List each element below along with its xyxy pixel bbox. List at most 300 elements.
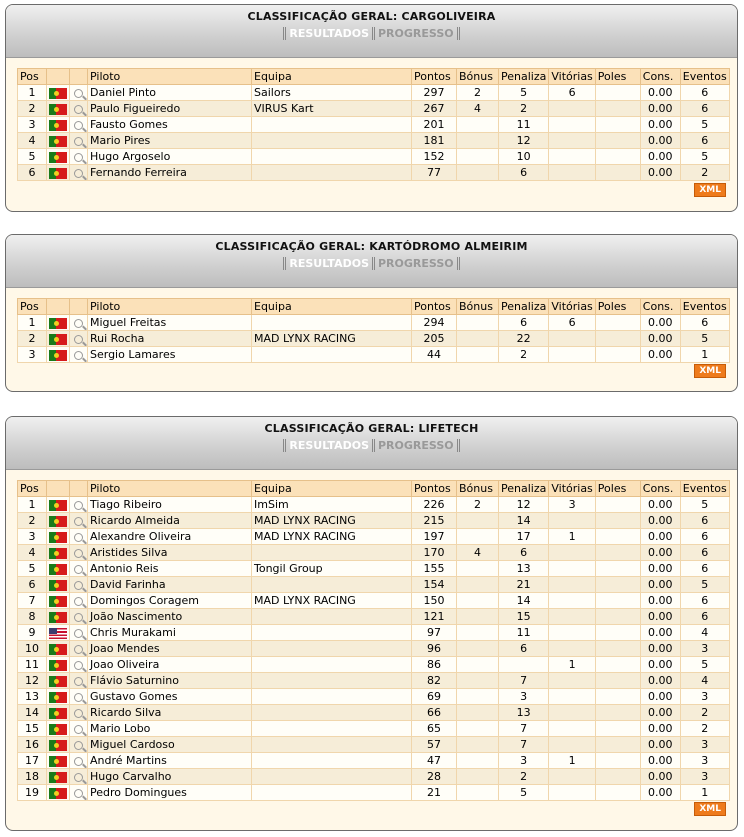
- team-name: [252, 609, 412, 625]
- column-header[interactable]: Pontos: [412, 69, 457, 85]
- table-row[interactable]: [18, 737, 730, 753]
- flag-cell: [47, 657, 70, 673]
- table-row[interactable]: [18, 117, 730, 133]
- column-header[interactable]: Poles: [595, 481, 640, 497]
- column-header[interactable]: Piloto: [88, 69, 252, 85]
- panel-title: CLASSIFICAÇÃO GERAL: LIFETECH: [264, 422, 479, 435]
- points-cell: 215: [412, 513, 457, 529]
- details-cell[interactable]: [70, 641, 88, 657]
- table-row[interactable]: [18, 149, 730, 165]
- driver-name[interactable]: Rui Rocha: [88, 331, 252, 347]
- flag-cell: [47, 149, 70, 165]
- bonus-cell: [457, 331, 499, 347]
- cons-cell: 0.00: [640, 561, 680, 577]
- column-header[interactable]: Penaliza: [499, 299, 549, 315]
- bonus-cell: 2: [457, 497, 499, 513]
- details-cell[interactable]: [70, 625, 88, 641]
- standings-table: [17, 298, 730, 363]
- cons-cell: 0.00: [640, 149, 680, 165]
- team-name: Tongil Group: [252, 561, 412, 577]
- magnifier-icon[interactable]: [74, 153, 83, 162]
- details-cell[interactable]: [70, 609, 88, 625]
- pos-cell: 2: [18, 101, 47, 117]
- penalty-cell: 7: [499, 673, 549, 689]
- magnifier-icon[interactable]: [74, 645, 83, 654]
- events-cell: 1: [680, 347, 729, 363]
- details-cell[interactable]: [70, 165, 88, 181]
- table-row[interactable]: [18, 85, 730, 101]
- column-header[interactable]: Penaliza: [499, 481, 549, 497]
- portugal-flag-icon: [49, 724, 67, 735]
- portugal-flag-icon: [49, 644, 67, 655]
- portugal-flag-icon: [49, 152, 67, 163]
- magnifier-icon[interactable]: [74, 517, 83, 526]
- driver-name[interactable]: Fausto Gomes: [88, 117, 252, 133]
- pos-cell: 4: [18, 133, 47, 149]
- table-row[interactable]: [18, 753, 730, 769]
- penalty-cell: 6: [499, 545, 549, 561]
- panel-header: [6, 235, 737, 288]
- column-header[interactable]: Cons.: [640, 299, 680, 315]
- portugal-flag-icon: [49, 136, 67, 147]
- team-name: [252, 315, 412, 331]
- flag-cell: [47, 315, 70, 331]
- tab-progress[interactable]: PROGRESSO: [375, 257, 460, 270]
- magnifier-icon[interactable]: [74, 613, 83, 622]
- bonus-cell: [457, 165, 499, 181]
- pos-cell: 6: [18, 165, 47, 181]
- table-row[interactable]: [18, 315, 730, 331]
- column-header[interactable]: [47, 69, 70, 85]
- cons-cell: 0.00: [640, 577, 680, 593]
- poles-cell: [595, 513, 640, 529]
- table-row[interactable]: [18, 641, 730, 657]
- bonus-cell: [457, 753, 499, 769]
- xml-export-button[interactable]: XML: [694, 802, 726, 816]
- table-row[interactable]: [18, 347, 730, 363]
- team-name: [252, 673, 412, 689]
- column-header[interactable]: Penaliza: [499, 69, 549, 85]
- tab-results[interactable]: RESULTADOS: [283, 439, 375, 452]
- driver-name[interactable]: Tiago Ribeiro: [88, 497, 252, 513]
- portugal-flag-icon: [49, 564, 67, 575]
- driver-name[interactable]: Alexandre Oliveira: [88, 529, 252, 545]
- driver-name[interactable]: Miguel Cardoso: [88, 737, 252, 753]
- points-cell: 96: [412, 641, 457, 657]
- xml-export-button[interactable]: XML: [694, 183, 726, 197]
- points-cell: 77: [412, 165, 457, 181]
- table-row[interactable]: [18, 785, 730, 801]
- wins-cell: 1: [549, 657, 595, 673]
- table-row[interactable]: [18, 593, 730, 609]
- pos-cell: 1: [18, 497, 47, 513]
- details-cell[interactable]: [70, 347, 88, 363]
- driver-name[interactable]: Ricardo Almeida: [88, 513, 252, 529]
- events-cell: 1: [680, 785, 729, 801]
- magnifier-icon[interactable]: [74, 709, 83, 718]
- poles-cell: [595, 689, 640, 705]
- bonus-cell: [457, 657, 499, 673]
- tab-progress[interactable]: PROGRESSO: [375, 27, 460, 40]
- poles-cell: [595, 785, 640, 801]
- penalty-cell: 13: [499, 705, 549, 721]
- driver-name[interactable]: Mario Pires: [88, 133, 252, 149]
- points-cell: 155: [412, 561, 457, 577]
- flag-cell: [47, 577, 70, 593]
- driver-name[interactable]: Ricardo Silva: [88, 705, 252, 721]
- magnifier-icon[interactable]: [74, 741, 83, 750]
- column-header[interactable]: Equipa: [252, 481, 412, 497]
- column-header[interactable]: Pos: [18, 299, 47, 315]
- details-cell[interactable]: [70, 705, 88, 721]
- points-cell: 294: [412, 315, 457, 331]
- driver-name[interactable]: Joao Mendes: [88, 641, 252, 657]
- magnifier-icon[interactable]: [74, 629, 83, 638]
- points-cell: 150: [412, 593, 457, 609]
- team-name: [252, 689, 412, 705]
- team-name: ImSim: [252, 497, 412, 513]
- magnifier-icon[interactable]: [74, 501, 83, 510]
- pos-cell: 14: [18, 705, 47, 721]
- poles-cell: [595, 657, 640, 673]
- team-name: VIRUS Kart: [252, 101, 412, 117]
- poles-cell: [595, 769, 640, 785]
- portugal-flag-icon: [49, 756, 67, 767]
- details-cell[interactable]: [70, 721, 88, 737]
- driver-name[interactable]: Chris Murakami: [88, 625, 252, 641]
- poles-cell: [595, 101, 640, 117]
- details-cell[interactable]: [70, 785, 88, 801]
- details-cell[interactable]: [70, 673, 88, 689]
- details-cell[interactable]: [70, 577, 88, 593]
- table-row[interactable]: [18, 529, 730, 545]
- bonus-cell: [457, 785, 499, 801]
- driver-name[interactable]: Sergio Lamares: [88, 347, 252, 363]
- team-name: [252, 625, 412, 641]
- magnifier-icon[interactable]: [74, 549, 83, 558]
- magnifier-icon[interactable]: [74, 319, 83, 328]
- details-cell[interactable]: [70, 753, 88, 769]
- column-header[interactable]: Cons.: [640, 69, 680, 85]
- penalty-cell: 2: [499, 769, 549, 785]
- column-header[interactable]: Pos: [18, 481, 47, 497]
- column-header[interactable]: [70, 69, 88, 85]
- points-cell: 121: [412, 609, 457, 625]
- table-row[interactable]: [18, 673, 730, 689]
- driver-name[interactable]: Flávio Saturnino: [88, 673, 252, 689]
- details-cell[interactable]: [70, 133, 88, 149]
- panel-header: [6, 5, 737, 58]
- table-row[interactable]: [18, 513, 730, 529]
- details-cell[interactable]: [70, 117, 88, 133]
- penalty-cell: 14: [499, 513, 549, 529]
- column-header[interactable]: Vitórias: [549, 481, 595, 497]
- standings-panel-almeirim: [5, 234, 738, 392]
- pos-cell: 9: [18, 625, 47, 641]
- driver-name[interactable]: Domingos Coragem: [88, 593, 252, 609]
- events-cell: 6: [680, 529, 729, 545]
- pos-cell: 2: [18, 513, 47, 529]
- table-row[interactable]: [18, 657, 730, 673]
- column-header[interactable]: [70, 481, 88, 497]
- team-name: Sailors: [252, 85, 412, 101]
- details-cell[interactable]: [70, 315, 88, 331]
- flag-cell: [47, 641, 70, 657]
- wins-cell: [549, 769, 595, 785]
- driver-name[interactable]: Pedro Domingues: [88, 785, 252, 801]
- magnifier-icon[interactable]: [74, 725, 83, 734]
- column-header[interactable]: Cons.: [640, 481, 680, 497]
- magnifier-icon[interactable]: [74, 661, 83, 670]
- cons-cell: 0.00: [640, 705, 680, 721]
- details-cell[interactable]: [70, 561, 88, 577]
- events-cell: 6: [680, 133, 729, 149]
- cons-cell: 0.00: [640, 545, 680, 561]
- flag-cell: [47, 625, 70, 641]
- wins-cell: 6: [549, 315, 595, 331]
- magnifier-icon[interactable]: [74, 757, 83, 766]
- team-name: [252, 769, 412, 785]
- portugal-flag-icon: [49, 612, 67, 623]
- wins-cell: [549, 165, 595, 181]
- magnifier-icon[interactable]: [74, 597, 83, 606]
- cons-cell: 0.00: [640, 117, 680, 133]
- poles-cell: [595, 331, 640, 347]
- bonus-cell: [457, 673, 499, 689]
- column-header[interactable]: Eventos: [680, 481, 729, 497]
- table-row[interactable]: [18, 101, 730, 117]
- cons-cell: 0.00: [640, 133, 680, 149]
- wins-cell: [549, 593, 595, 609]
- penalty-cell: [499, 657, 549, 673]
- panel-header: [6, 417, 737, 470]
- driver-name[interactable]: André Martins: [88, 753, 252, 769]
- penalty-cell: 14: [499, 593, 549, 609]
- bonus-cell: 4: [457, 545, 499, 561]
- magnifier-icon[interactable]: [74, 565, 83, 574]
- table-row[interactable]: [18, 545, 730, 561]
- cons-cell: 0.00: [640, 315, 680, 331]
- team-name: [252, 753, 412, 769]
- tab-results[interactable]: RESULTADOS: [283, 257, 375, 270]
- details-cell[interactable]: [70, 545, 88, 561]
- events-cell: 2: [680, 165, 729, 181]
- column-header[interactable]: Equipa: [252, 69, 412, 85]
- table-row[interactable]: [18, 769, 730, 785]
- flag-cell: [47, 609, 70, 625]
- magnifier-icon[interactable]: [74, 105, 83, 114]
- cons-cell: 0.00: [640, 609, 680, 625]
- cons-cell: 0.00: [640, 529, 680, 545]
- driver-name[interactable]: Miguel Freitas: [88, 315, 252, 331]
- driver-name[interactable]: David Farinha: [88, 577, 252, 593]
- tab-results[interactable]: RESULTADOS: [283, 27, 375, 40]
- pos-cell: 7: [18, 593, 47, 609]
- events-cell: 3: [680, 769, 729, 785]
- details-cell[interactable]: [70, 513, 88, 529]
- driver-name[interactable]: Fernando Ferreira: [88, 165, 252, 181]
- bonus-cell: [457, 117, 499, 133]
- details-cell[interactable]: [70, 529, 88, 545]
- magnifier-icon[interactable]: [74, 789, 83, 798]
- details-cell[interactable]: [70, 331, 88, 347]
- magnifier-icon[interactable]: [74, 533, 83, 542]
- column-header[interactable]: [70, 299, 88, 315]
- magnifier-icon[interactable]: [74, 351, 83, 360]
- column-header[interactable]: Eventos: [680, 69, 729, 85]
- column-header[interactable]: Poles: [595, 69, 640, 85]
- poles-cell: [595, 545, 640, 561]
- magnifier-icon[interactable]: [74, 335, 83, 344]
- portugal-flag-icon: [49, 88, 67, 99]
- details-cell[interactable]: [70, 85, 88, 101]
- driver-name[interactable]: Paulo Figueiredo: [88, 101, 252, 117]
- bonus-cell: [457, 689, 499, 705]
- details-cell[interactable]: [70, 689, 88, 705]
- magnifier-icon[interactable]: [74, 121, 83, 130]
- column-header[interactable]: Bónus: [457, 299, 499, 315]
- details-cell[interactable]: [70, 497, 88, 513]
- column-header[interactable]: Vitórias: [549, 69, 595, 85]
- cons-cell: 0.00: [640, 753, 680, 769]
- portugal-flag-icon: [49, 788, 67, 799]
- driver-name[interactable]: Daniel Pinto: [88, 85, 252, 101]
- points-cell: 205: [412, 331, 457, 347]
- poles-cell: [595, 641, 640, 657]
- team-name: MAD LYNX RACING: [252, 593, 412, 609]
- magnifier-icon[interactable]: [74, 677, 83, 686]
- bonus-cell: [457, 133, 499, 149]
- standings-panel-cargoliveira: [5, 4, 738, 212]
- column-header[interactable]: Pontos: [412, 481, 457, 497]
- tab-progress[interactable]: PROGRESSO: [375, 439, 460, 452]
- column-header[interactable]: Piloto: [88, 299, 252, 315]
- details-cell[interactable]: [70, 657, 88, 673]
- wins-cell: [549, 673, 595, 689]
- bonus-cell: [457, 705, 499, 721]
- driver-name[interactable]: Hugo Carvalho: [88, 769, 252, 785]
- column-header[interactable]: [47, 481, 70, 497]
- poles-cell: [595, 133, 640, 149]
- magnifier-icon[interactable]: [74, 89, 83, 98]
- pos-cell: 12: [18, 673, 47, 689]
- column-header[interactable]: Eventos: [680, 299, 729, 315]
- table-row[interactable]: [18, 561, 730, 577]
- team-name: [252, 117, 412, 133]
- table-row[interactable]: [18, 625, 730, 641]
- portugal-flag-icon: [49, 580, 67, 591]
- details-cell[interactable]: [70, 593, 88, 609]
- driver-name[interactable]: Gustavo Gomes: [88, 689, 252, 705]
- xml-export-button[interactable]: XML: [694, 364, 726, 378]
- table-row[interactable]: [18, 331, 730, 347]
- driver-name[interactable]: Hugo Argoselo: [88, 149, 252, 165]
- cons-cell: 0.00: [640, 85, 680, 101]
- team-name: [252, 785, 412, 801]
- table-row[interactable]: [18, 497, 730, 513]
- portugal-flag-icon: [49, 596, 67, 607]
- poles-cell: [595, 149, 640, 165]
- pos-cell: 6: [18, 577, 47, 593]
- points-cell: 28: [412, 769, 457, 785]
- column-header[interactable]: Pontos: [412, 299, 457, 315]
- standings-panel-lifetech: [5, 416, 738, 831]
- column-header[interactable]: Poles: [595, 299, 640, 315]
- driver-name[interactable]: Aristides Silva: [88, 545, 252, 561]
- column-header[interactable]: Vitórias: [549, 299, 595, 315]
- poles-cell: [595, 85, 640, 101]
- team-name: [252, 737, 412, 753]
- driver-name[interactable]: João Nascimento: [88, 609, 252, 625]
- magnifier-icon[interactable]: [74, 693, 83, 702]
- table-row[interactable]: [18, 721, 730, 737]
- cons-cell: 0.00: [640, 497, 680, 513]
- points-cell: 44: [412, 347, 457, 363]
- magnifier-icon[interactable]: [74, 581, 83, 590]
- magnifier-icon[interactable]: [74, 169, 83, 178]
- points-cell: 21: [412, 785, 457, 801]
- column-header[interactable]: Bónus: [457, 481, 499, 497]
- driver-name[interactable]: Joao Oliveira: [88, 657, 252, 673]
- pos-cell: 2: [18, 331, 47, 347]
- column-header[interactable]: Piloto: [88, 481, 252, 497]
- pos-cell: 5: [18, 149, 47, 165]
- details-cell[interactable]: [70, 101, 88, 117]
- wins-cell: [549, 101, 595, 117]
- pos-cell: 3: [18, 117, 47, 133]
- table-row[interactable]: [18, 165, 730, 181]
- column-header[interactable]: [47, 299, 70, 315]
- pos-cell: 15: [18, 721, 47, 737]
- column-header[interactable]: Pos: [18, 69, 47, 85]
- table-row[interactable]: [18, 689, 730, 705]
- poles-cell: [595, 117, 640, 133]
- bonus-cell: [457, 641, 499, 657]
- events-cell: 6: [680, 561, 729, 577]
- penalty-cell: 11: [499, 117, 549, 133]
- wins-cell: [549, 625, 595, 641]
- driver-name[interactable]: Mario Lobo: [88, 721, 252, 737]
- portugal-flag-icon: [49, 334, 67, 345]
- details-cell[interactable]: [70, 737, 88, 753]
- details-cell[interactable]: [70, 149, 88, 165]
- team-name: [252, 577, 412, 593]
- flag-cell: [47, 705, 70, 721]
- team-name: [252, 165, 412, 181]
- driver-name[interactable]: Antonio Reis: [88, 561, 252, 577]
- pos-cell: 3: [18, 529, 47, 545]
- table-row[interactable]: [18, 133, 730, 149]
- portugal-flag-icon: [49, 120, 67, 131]
- flag-cell: [47, 347, 70, 363]
- bonus-cell: [457, 625, 499, 641]
- column-header[interactable]: Equipa: [252, 299, 412, 315]
- events-cell: 5: [680, 149, 729, 165]
- wins-cell: 3: [549, 497, 595, 513]
- bonus-cell: [457, 769, 499, 785]
- magnifier-icon[interactable]: [74, 773, 83, 782]
- magnifier-icon[interactable]: [74, 137, 83, 146]
- points-cell: 201: [412, 117, 457, 133]
- details-cell[interactable]: [70, 769, 88, 785]
- flag-cell: [47, 769, 70, 785]
- table-row[interactable]: [18, 577, 730, 593]
- column-header[interactable]: Bónus: [457, 69, 499, 85]
- portugal-flag-icon: [49, 350, 67, 361]
- standings-table: [17, 68, 730, 181]
- table-row[interactable]: [18, 705, 730, 721]
- table-row[interactable]: [18, 609, 730, 625]
